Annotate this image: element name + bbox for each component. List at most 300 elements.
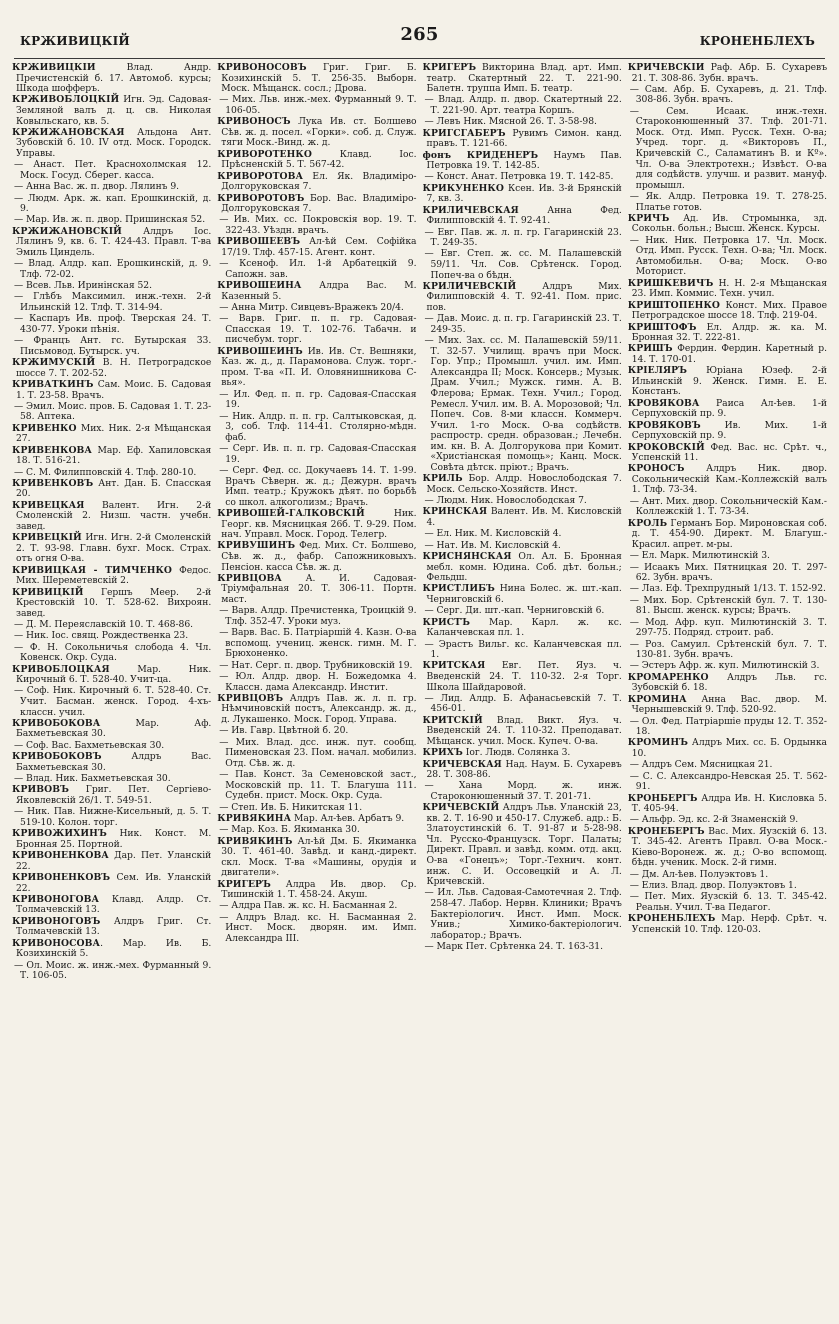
running-head-left: КРЖИВИЦКІЙ <box>20 34 130 48</box>
directory-entry <box>217 117 416 149</box>
entry-details: — Юл. Алдр. двор. Н. Божедомка 4. Классн. дама Александр. Инстит. <box>219 670 417 693</box>
entry-details: — Мих. Льв. инж.-мех. Фурманный 9. Т. 106-05. <box>219 94 417 116</box>
entry-details: Над. Наум. Б. Сухаревъ 28. Т. 308-86. <box>426 758 622 781</box>
entry-details: Бор. Алдр. Новослободская 7. Моск. Сельско-Хозяйств. Инст. <box>426 473 622 495</box>
entry-details: — Анна Вас. ж. п. двор. Лялинъ 9. <box>14 181 180 193</box>
entry-details: Игн. Игн. 2-й Смоленскій 2. Т. 93-98. Главн. бухг. Моск. Страх. отъ огня О-ва. <box>16 532 212 565</box>
entry-details: — Эстеръ Афр. ж. куп. Милютинскій 3. <box>629 660 820 672</box>
directory-entry <box>628 914 827 935</box>
directory-subentry <box>217 390 416 411</box>
entry-details: — Мих. Бор. Срѣтенскій бул. 7. Т. 130-81. Высш. женск. курсы; Врачъ. <box>629 594 827 617</box>
directory-entry <box>12 424 211 445</box>
entry-details: Дар. Пет. Уланскій 22. <box>16 850 212 872</box>
entry-details: Влад. Викт. Яуз. ч. Введенскій 24. Т. 110-32. Преподават. Мѣщанск. учил. Моск. Купеч. О-ва. <box>426 714 622 747</box>
entry-surname: КРИТСКАЯ <box>422 660 486 672</box>
entry-details: Вас. Мих. Яузскій 6. 13. Т. 345-42. Агентъ Правл. О-ва Моск.-Кіево-Воронеж. ж. д.; О-во вспомощ. бѣдн. ученик. Моск. 2-й гимн. <box>631 825 827 869</box>
directory-entry <box>423 151 622 172</box>
entry-details: — Конст. Анат. Петровка 19. Т. 142-85. <box>424 171 614 183</box>
entry-details: — Мих. Влад. дсс. инж. пут. сообщ. Пименовская 23. Пом. начал. мобилиз. Отд. Сѣв. ж. д. <box>219 736 417 769</box>
entry-details: — Мар. Коз. Б. Якиманка 30. <box>219 824 360 836</box>
directory-subentry <box>217 606 416 627</box>
entry-details: — Францъ Ант. гс. Бутырская 33. Письмовод. Бутырск. уч. <box>14 335 212 357</box>
entry-details: — Алдръ Сем. Мясницкая 21. <box>629 759 773 771</box>
directory-entry <box>217 150 416 171</box>
directory-subentry <box>423 529 622 540</box>
directory-subentry <box>217 628 416 660</box>
entry-surname: КРИВОНЕНКОВА <box>12 850 109 862</box>
entry-details: — Ксеноф. Ил. 1-й Арбатецкій 9. Сапожн. зав. <box>219 258 417 280</box>
entry-details: Ел. Алдр. ж. ка. М. Бронная 32. Т. 222-81. <box>631 321 827 344</box>
entry-surname: КРИВОШЕЙ-ГАЛКОВСКІЙ <box>217 507 365 519</box>
directory-entry <box>217 880 416 901</box>
entry-details: — Мар. Ив. ж. п. двор. Пришинская 52. <box>14 214 206 226</box>
entry-surname: КРИГЕРЪ <box>422 63 477 73</box>
directory-entry <box>423 748 622 759</box>
directory-subentry <box>423 496 622 507</box>
entry-details: — Сем. Исаак. инж.-техн. Староконюшенный 37. Тлф. 201-71. Моск. Отд. Имп. Русск. Техн. О-ва; Учред. торг. д. «Викторовъ П., Кричевскій С., Саламатинъ В. и Кº». Чл. О-ва Электротехн.; Извѣст. О-ва для содѣйств. улучш. и развит. мануф. промышл. <box>629 105 827 191</box>
directory-subentry <box>217 95 416 116</box>
directory-entry <box>423 184 622 205</box>
directory-subentry <box>423 95 622 116</box>
entry-details: Алдръ Льв. Уланскій 23, кв. 2. Т. 16-90 и 450-17. Служеб. адр.: Б. Златоустинскій 6. Т. 91-87 и 5-28-98. Чл. Русско-Французск. Торг. Палаты; Директ. Правл. и завѣд. комм. отд. акц. О-ва «Гонецъ»; Торг.-Технич. конт. инж. С. И. Оссовецкій и А. Л. Кричевскій. <box>426 802 622 888</box>
entry-details: — Ант. Мих. двор. Сокольническій Кам.-Коллежскій 1. Т. 73-34. <box>629 495 827 518</box>
entry-details: Алдръ Мих. сс. Б. Ордынка 10. <box>631 737 827 759</box>
directory-entry <box>12 785 211 806</box>
entry-surname: КРИЧЕВСКІЙ <box>627 63 705 73</box>
entry-details: . Мар. Ив. Б. Козихинскій 5. <box>16 937 212 960</box>
entry-details: Алдръ Вас. Бахметьевская 30. <box>16 751 212 773</box>
entry-surname: КРИШЪ <box>627 343 673 355</box>
entry-details: — Ил. Фед. п. п. гр. Садовая-Спасская 19. <box>219 388 417 411</box>
directory-entry <box>12 63 211 95</box>
entry-details: — Исаакъ Мих. Пятницкая 20. Т. 297-62. Зубн. врачъ. <box>629 561 827 584</box>
entry-details: Алдръ Мих. Филипповскій 4. Т. 92-41. Пом. прис. пов. <box>426 280 622 313</box>
directory-entry <box>423 507 622 528</box>
directory-entry <box>12 873 211 894</box>
entry-details: Алдръ Григ. Ст. Толмачевскій 13. <box>16 915 212 938</box>
entry-details: — Ол. Моис. ж. инж.-мех. Фурманный 9. Т. 106-05. <box>14 959 212 982</box>
directory-entry <box>217 172 416 193</box>
entry-surname: КРИШКЕВИЧЪ <box>627 277 714 289</box>
entry-details: — Влад. Ник. Бахметьевская 30. <box>14 773 171 785</box>
directory-subentry <box>628 596 827 617</box>
directory-entry <box>217 541 416 573</box>
directory-entry <box>628 399 827 420</box>
directory-entry <box>12 917 211 938</box>
entry-details: Раф. Абр. Б. Сухаревъ 21. Т. 308-86. Зубн. врачъ. <box>631 63 827 84</box>
entry-surname: КРИКУНЕНКО <box>422 182 504 194</box>
directory-subentry <box>217 901 416 912</box>
entry-surname: КРОВЯКОВА <box>627 397 700 409</box>
entry-surname: КРИВОБОКОВА <box>12 717 101 729</box>
entry-surname: КРИВЕНКОВЪ <box>12 477 94 489</box>
entry-details: Н. Н. 2-я Мѣщанская 23. Имп. Коммис. Техн. учил. <box>631 277 827 300</box>
directory-entry <box>423 63 622 95</box>
entry-details: Мар. Карл. ж. кс. Каланчевская пл. 1. <box>426 616 622 639</box>
entry-details: — Серг. Фед. сс. Докучаевъ 14. Т. 1-99. Врачъ Сѣверн. ж. д.; Дежурн. врачъ Имп. театр.; Кружокъ дѣят. по борьбѣ со школ. алкоголизм.; Врачъ. <box>219 464 417 508</box>
directory-entry <box>628 519 827 551</box>
entry-details: — Хана Морд. ж. инж. Староконюшенный 37. Т. 201-71. <box>424 780 622 802</box>
entry-details: — Ник. Пав. Нижне-Кисельный, д. 5. Т. 519-10. Колон. торг. <box>14 806 212 828</box>
entry-details: Евг. Пет. Яуз. ч. Введенскій 24. Т. 110-32. 2-я Торг. Школа Шайдаровой. <box>426 660 622 693</box>
directory-entry <box>628 738 827 759</box>
directory-entry <box>12 227 211 259</box>
directory-entry <box>12 588 211 620</box>
directory-subentry <box>217 314 416 346</box>
directory-subentry <box>628 772 827 793</box>
directory-entry <box>217 694 416 726</box>
entry-surname: КРИВЕНКОВА <box>12 444 93 456</box>
directory-entry <box>217 281 416 302</box>
directory-entry <box>12 566 211 587</box>
entry-details: Фед. Мих. Ст. Болшево, Сѣв. ж. д., фабр. Сапожниковыхъ. Пенсіон. касса Сѣв. ж. д. <box>221 540 417 573</box>
directory-entry <box>217 509 416 541</box>
entry-details: — Влад. Алдр. кап. Ерошкинскій, д. 9. Тлф. 72-02. <box>14 258 212 280</box>
directory-subentry <box>12 281 211 292</box>
entry-details: Бор. Вас. Владиміро-Долгоруковская 7. <box>221 192 417 215</box>
directory-subentry <box>423 228 622 249</box>
entry-details: — Анаст. Пет. Краснохолмская 12. Моск. Госуд. Сберег. касса. <box>14 159 212 181</box>
entry-surname: КРЖИВОБЛОЦКІЙ <box>12 94 120 106</box>
entry-surname: КРИВЕЦКІЙ <box>12 532 82 544</box>
entry-details: Ал-ѣй Дм. Б. Якиманка 30. Т. 461-40. Завѣд. и канд.-директ. скл. Моск. Т-ва «Машины, орудія и двигатели». <box>221 835 417 879</box>
entry-details: — Соф. Ник. Кирочный 6. Т. 528-40. Ст. Учит. Басман. женск. Город. 4-хъ-классн. учил. <box>14 685 212 718</box>
directory-subentry <box>217 738 416 770</box>
directory-subentry <box>12 160 211 181</box>
directory-entry <box>12 446 211 467</box>
directory-entry <box>12 829 211 850</box>
entry-surname: КРІЕЛЯРЪ <box>627 365 688 377</box>
entry-surname: КРИЧЕВСКІЙ <box>422 802 500 814</box>
directory-subentry <box>628 717 827 738</box>
entry-details: Мар. Ник. Кирочный 6. Т. 528-40. Учит-ца. <box>16 663 212 686</box>
entry-details: Клавд. Іос. Прѣсненскій 5. Т. 567-42. <box>221 148 417 171</box>
directory-subentry <box>423 640 622 661</box>
entry-details: — Влад. Алдр. п. двор. Скатертный 22. Т. 221-90. Арт. театра Коршъ. <box>424 94 622 116</box>
entry-surname: КРОВЯКОВЪ <box>627 419 701 431</box>
entry-details: — Серг. Ди. шт.-кап. Черниговскій 6. <box>424 605 605 617</box>
directory-subentry <box>217 913 416 945</box>
entry-details: — Алдра Пав. ж. кс. Н. Басманная 2. <box>219 900 398 912</box>
directory-entry <box>628 323 827 344</box>
entry-surname: КРИВОЖИХИНЪ <box>12 828 107 840</box>
entry-details: Ив. Ив. Ст. Вешняки, Каз. ж. д., д. Парамонова. Служ. торг.-пром. Т-ва «П. И. Оловянишникова С-вья». <box>221 345 417 389</box>
directory-subentry <box>12 259 211 280</box>
entry-details: Наумъ Пав. Петровка 19. Т. 142-85. <box>426 149 622 172</box>
entry-surname: КРИВОШЕИНА <box>217 280 302 292</box>
directory-subentry <box>217 466 416 508</box>
directory-subentry <box>12 686 211 718</box>
running-head <box>14 0 825 59</box>
directory-entry <box>217 63 416 95</box>
entry-details: Ол. Ал. Б. Бронная мебл. комн. Юдина. Соб. дѣт. больн.; Фельдш. <box>426 550 622 584</box>
directory-subentry <box>628 618 827 639</box>
entry-surname: КРЖИМУСКІЙ <box>12 357 96 369</box>
entry-details: Мих. Ник. 2-я Мѣщанская 27. <box>16 422 212 445</box>
directory-entry <box>12 939 211 960</box>
directory-subentry <box>12 182 211 193</box>
running-head-right: КРОНЕНБЛЕХЪ <box>699 34 815 48</box>
directory-subentry <box>12 215 211 226</box>
directory-entry <box>12 380 211 401</box>
entry-details: Федос. Мих. Шереметевскій 2. <box>16 564 212 587</box>
entry-details: — Дав. Моис. д. п. гр. Гагаринскій 23. Т. 249-35. <box>424 313 622 335</box>
entry-details: — Лид. Алдр. Б. Афанасьевскій 7. Т. 456-01. <box>424 692 622 715</box>
entry-details: — Марк Пет. Срѣтенка 24. Т. 163-31. <box>424 941 603 952</box>
entry-details: Ел. Як. Владиміро-Долгоруковская 7. <box>221 170 417 193</box>
directory-entry <box>628 301 827 322</box>
directory-entry <box>12 533 211 565</box>
entry-details: Нина Болес. ж. шт.-кап. Черниговскій 6. <box>426 583 622 605</box>
entry-surname: КРИВОНОГОВЪ <box>12 915 101 927</box>
directory-entry <box>423 474 622 495</box>
entry-surname: КРИВОНОСЪ <box>217 116 291 128</box>
entry-details: Іог. Людв. Солянка 3. <box>462 747 571 759</box>
entry-details: В. Н. Петроградское шоссе 7. Т. 202-52. <box>16 357 212 379</box>
directory-entry <box>628 464 827 496</box>
entry-details: Фед. Вас. нс. Срѣт. ч., Успенскій 11. <box>631 441 827 464</box>
directory-subentry <box>628 760 827 771</box>
directory-entry <box>217 194 416 215</box>
entry-surname: КРИВОНОГОВА <box>12 893 100 905</box>
entry-details: — Соф. Вас. Бахметьевская 30. <box>14 739 165 751</box>
directory-entry <box>423 282 622 314</box>
directory-entry <box>12 95 211 127</box>
entry-details: — Д. М. Переяславскій 10. Т. 468-86. <box>14 619 194 631</box>
entry-surname: КРИВАТКИНЪ <box>12 379 94 391</box>
directory-subentry <box>12 194 211 215</box>
directory-subentry <box>628 192 827 213</box>
entry-surname: КРИСТЛИБЪ <box>422 583 495 595</box>
column-3 <box>423 63 622 1311</box>
entry-details: Мар. Еф. Хапиловская 18. Т. 516-21. <box>16 444 212 467</box>
directory-subentry <box>12 643 211 664</box>
directory-entry <box>423 129 622 150</box>
entry-details: — Ел. Ник. М. Кисловскій 4. <box>424 528 562 540</box>
entry-details: Григ. Пет. Сергіево-Яковлевскій 26/1. Т. 549-51. <box>16 784 212 806</box>
entry-surname: КРИВОРОТОВА <box>217 170 304 182</box>
entry-surname: КРИГСГАБЕРЪ <box>422 127 506 139</box>
entry-surname: КРОКОВСКІЙ <box>627 441 705 453</box>
directory-subentry <box>628 815 827 826</box>
column-1 <box>12 63 211 1311</box>
directory-entry <box>628 695 827 716</box>
entry-details: Ад. Ив. Стромынка, зд. Сокольн. больн.; Высш. Женск. Курсы. <box>631 212 827 235</box>
entry-surname: КРОНОСЪ <box>627 463 685 475</box>
entry-surname: КРЖИЖАНОВСКІЙ <box>12 225 122 237</box>
entry-surname: КРИВУШИНЪ <box>217 540 296 552</box>
entry-details: Игн. Эд. Садовая-Земляной валъ д. ц. св. Николая Ковыльскаго, кв. 5. <box>16 94 212 127</box>
entry-surname: КРИВЦОВЪ <box>217 692 284 704</box>
directory-entry <box>12 501 211 533</box>
directory-subentry <box>628 85 827 106</box>
entry-details: Алдра Ив. Н. Кисловка 5. Т. 405-94. <box>631 792 827 815</box>
entry-details: — Варв. Алдр. Пречистенка, Троицкій 9. Тлф. 352-47. Уроки муз. <box>219 605 417 627</box>
entry-surname: КРЖИЖАНОВСКАЯ <box>12 126 125 138</box>
directory-entry <box>12 752 211 773</box>
directory-subentry <box>217 444 416 465</box>
directory-subentry <box>217 412 416 444</box>
entry-surname: КРИВОНОСОВЪ <box>217 63 307 73</box>
directory-subentry <box>12 961 211 982</box>
entry-details: — Каспаръ Ив. проф. Тверская 24. Т. 430-77. Уроки пѣнія. <box>14 313 212 335</box>
directory-entry <box>12 719 211 740</box>
entry-details: — Варв. Григ. п. п. гр. Садовая-Спасская 19. Т. 102-76. Табачн. и писчебум. торг. <box>219 313 417 346</box>
entry-details: Германъ Бор. Мироновская соб. д. Т. 454-90. Директ. М. Благуш.-Красил. апрет. м-ры. <box>631 517 827 550</box>
entry-details: — Анна Митр. Сивцевъ-Вражекъ 20/4. <box>219 302 404 313</box>
directory-entry <box>12 665 211 686</box>
entry-surname: КРОНЕНБЛЕХЪ <box>627 913 716 925</box>
directory-entry <box>217 814 416 825</box>
directory-subentry <box>423 172 622 183</box>
entry-details: Валент. Игн. 2-й Смоленскій 2. Низш. частн. учебн. завед. <box>16 499 212 532</box>
directory-entry <box>423 803 622 887</box>
directory-subentry <box>217 726 416 737</box>
entry-surname: фонъ КРИДЕНЕРЪ <box>422 149 539 161</box>
entry-surname: КРЖИВИЦКІЙ <box>12 63 96 73</box>
entry-details: Алдра Ив. двор. Ср. Тишинскій 1. Т. 458-24. Акуш. <box>221 878 417 901</box>
directory-subentry <box>12 336 211 357</box>
directory-subentry <box>423 117 622 128</box>
directory-entry <box>423 206 622 227</box>
entry-details: — Дм. Ал-ѣев. Полуэктовъ 1. <box>629 868 769 880</box>
entry-surname: КРИШТОПЕНКО <box>627 299 721 311</box>
entry-details: — Эмил. Моис. пров. Б. Садовая 1. Т. 23-58. Аптека. <box>14 400 212 423</box>
entry-details: Лука Ив. ст. Болшево Сѣв. ж. д. посел. «Горки». соб. д. Служ. тяги Моск.-Винд. ж. д. <box>221 116 417 149</box>
entry-details: — Ив. Гавр. Цвѣтной б. 20. <box>219 725 349 737</box>
directory-entry <box>628 421 827 442</box>
directory-subentry <box>423 694 622 715</box>
entry-details: — Елиз. Влад. двор. Полуэктовъ 1. <box>629 880 797 892</box>
directory-subentry <box>423 336 622 473</box>
directory-subentry <box>12 292 211 313</box>
entry-surname: КРОМИНА <box>627 693 687 705</box>
directory-subentry <box>12 402 211 423</box>
entry-surname: КРИНСКАЯ <box>422 506 488 518</box>
entry-details: — Нат. Серг. п. двор. Трубниковскій 19. <box>219 659 413 671</box>
entry-surname: КРИСТЪ <box>422 616 470 628</box>
entry-details: — Ел. Марк. Милютинскій 3. <box>629 550 770 562</box>
entry-details: Мар. Нерф. Срѣт. ч. Успенскій 10. Тлф. 120-03. <box>631 913 827 935</box>
entry-details: Ник. Георг. кв. Мясницкая 26б. Т. 9-29. Пом. нач. Управл. Моск. Город. Телегр. <box>221 507 417 541</box>
directory-entry <box>423 552 622 584</box>
directory-subentry <box>628 236 827 278</box>
entry-surname: КРИВЦОВА <box>217 572 282 584</box>
directory-subentry <box>12 807 211 828</box>
entry-details: Конст. Мих. Правое Петроградское шоссе 18. Тлф. 219-04. <box>631 299 827 322</box>
entry-details: Алдра Вас. М. Казенный 5. <box>221 280 417 302</box>
entry-details: Алдръ Ник. двор. Сокольническій Кам.-Коллежскій валъ 1. Тлф. 73-34. <box>631 463 827 496</box>
directory-entry <box>12 895 211 916</box>
entry-surname: КРИТСКІЙ <box>422 714 483 726</box>
directory-entry <box>423 618 622 639</box>
directory-entry <box>423 760 622 781</box>
directory-subentry <box>423 606 622 617</box>
directory-subentry <box>12 741 211 752</box>
directory-entry <box>628 279 827 300</box>
entry-details: — Лаз. Еф. Трехпрудный 1/13. Т. 152-92. <box>629 583 826 595</box>
directory-subentry <box>423 781 622 802</box>
directory-subentry <box>628 892 827 913</box>
entry-surname: КРИШТОФЪ <box>627 321 697 333</box>
directory-subentry <box>217 259 416 280</box>
directory-subentry <box>423 249 622 281</box>
entry-surname: КРИВОБЛОЦКАЯ <box>12 663 110 675</box>
entry-details: — Роз. Самуил. Срѣтенскій бул. 7. Т. 130-81. Зубн. врачъ. <box>629 638 827 661</box>
entry-surname: КРИЛЬ <box>422 473 463 485</box>
entry-details: Алдръ Іос. Лялинъ 9, кв. 6. Т. 424-43. Правл. Т-ва Эмиль Циндель. <box>16 225 212 258</box>
entry-details: — Людм. Ник. Новослободская 7. <box>424 495 587 507</box>
directory-subentry <box>12 468 211 479</box>
entry-surname: КРОМИНЪ <box>627 737 689 749</box>
directory-subentry <box>628 661 827 672</box>
column-4 <box>628 63 827 1311</box>
entry-surname: КРОНБЕРГЪ <box>627 792 698 804</box>
directory-subentry <box>423 541 622 552</box>
directory-subentry <box>423 314 622 335</box>
entry-details: — Нат. Ив. М. Кисловскій 4. <box>424 539 561 551</box>
directory-subentry <box>423 942 622 953</box>
directory-subentry <box>628 563 827 584</box>
directory-entry <box>217 347 416 389</box>
directory-entry <box>628 366 827 398</box>
entry-details: — Евг. Пав. ж. л. п. гр. Гагаринскій 23. Т. 249-35. <box>424 226 622 249</box>
directory-entry <box>217 237 416 258</box>
entry-details: — Ил. Льв. Садовая-Самотечная 2. Тлф. 258-47. Лабор. Нервн. Клиники; Врачъ Бактеріологич. Инст. Имп. Моск. Унив.; Химико-бактеріологич. лаборатор.; Врачъ. <box>424 887 622 941</box>
entry-surname: КРИВОРОТЕНКО <box>217 148 312 160</box>
entry-details: — Ив. Мих. сс. Покровскія вор. 19. Т. 322-43. Уѣздн. врачъ. <box>219 214 417 236</box>
directory-entry <box>217 574 416 606</box>
entry-surname: КРИВОВЪ <box>12 784 69 796</box>
entry-surname: КРИХЪ <box>422 747 463 759</box>
entry-surname: КРИВОШЕИНЪ <box>217 345 303 357</box>
entry-details: — Людм. Арк. ж. кап. Ерошкинскій, д. 9. <box>14 192 212 215</box>
entry-details: Мар. Ал-ѣев. Арбатъ 9. <box>291 812 405 824</box>
entry-surname: КРИВОНОСОВА <box>12 937 101 949</box>
entry-surname: КРИЛИЧЕВСКІЙ <box>422 280 517 292</box>
entry-details: — Всев. Льв. Иринінская 52. <box>14 280 152 292</box>
entry-surname: КРИЛИЧЕВСКАЯ <box>422 204 519 216</box>
entry-details: Анна Фед. Филипповскій 4. Т. 92-41. <box>426 204 622 227</box>
entry-details: — Ол. Фед. Патріаршіе пруды 12. Т. 352-18. <box>629 715 827 738</box>
directory-subentry <box>423 888 622 941</box>
entry-surname: КРИЧЕВСКАЯ <box>422 758 502 770</box>
entry-details: Гершъ Меер. 2-й Крестовскій 10. Т. 528-62. Вихроян. завед. <box>16 586 212 619</box>
entry-details: А. И. Садовая-Тріумфальная 20. Т. 306-11. Портн. маст. <box>221 572 417 605</box>
directory-subentry <box>217 770 416 802</box>
entry-details: — Левъ Ник. Мясной 26. Т. 3-58-98. <box>424 116 597 128</box>
directory-subentry <box>628 107 827 191</box>
directory-subentry <box>217 303 416 314</box>
entry-surname: КРИВЯКИНЪ <box>217 835 293 847</box>
directory-subentry <box>12 314 211 335</box>
entry-surname: КРОЛЬ <box>627 517 668 529</box>
entry-details: Ант. Дан. Б. Спасская 20. <box>16 477 212 500</box>
entry-surname: КРИВЯКИНА <box>217 812 292 824</box>
entry-details: — Ник. Іос. свящ. Рождественка 23. <box>14 630 189 642</box>
entry-details: — Степ. Ив. Б. Никитская 11. <box>219 801 363 813</box>
directory-entry <box>423 584 622 605</box>
entry-surname: КРОНЕБЕРГЪ <box>627 825 705 837</box>
entry-details: Влад. Андр. Пречистенскій б. 17. Автомоб. курсы; Шкода шофферъ. <box>16 63 212 95</box>
entry-details: — Мод. Афр. куп. Милютинскій 3. Т. 297-75. Подряд. строит. раб. <box>629 616 827 639</box>
entry-details: — Евг. Степ. ж. сс. М. Палашевскій 59/11. Чл. Сов. Срѣтенск. Город. Попеч-ва о бѣдн. <box>424 248 622 281</box>
entry-surname: КРИГЕРЪ <box>217 878 271 890</box>
entry-surname: КРИЧЪ <box>627 212 670 224</box>
entry-details: Альдона Ант. Зубовскій б. 10. ІV отд. Моск. Городск. Управы. <box>16 126 212 159</box>
entry-details: Мар. Аф. Бахметьевская 30. <box>16 717 212 740</box>
directory-subentry <box>628 551 827 562</box>
